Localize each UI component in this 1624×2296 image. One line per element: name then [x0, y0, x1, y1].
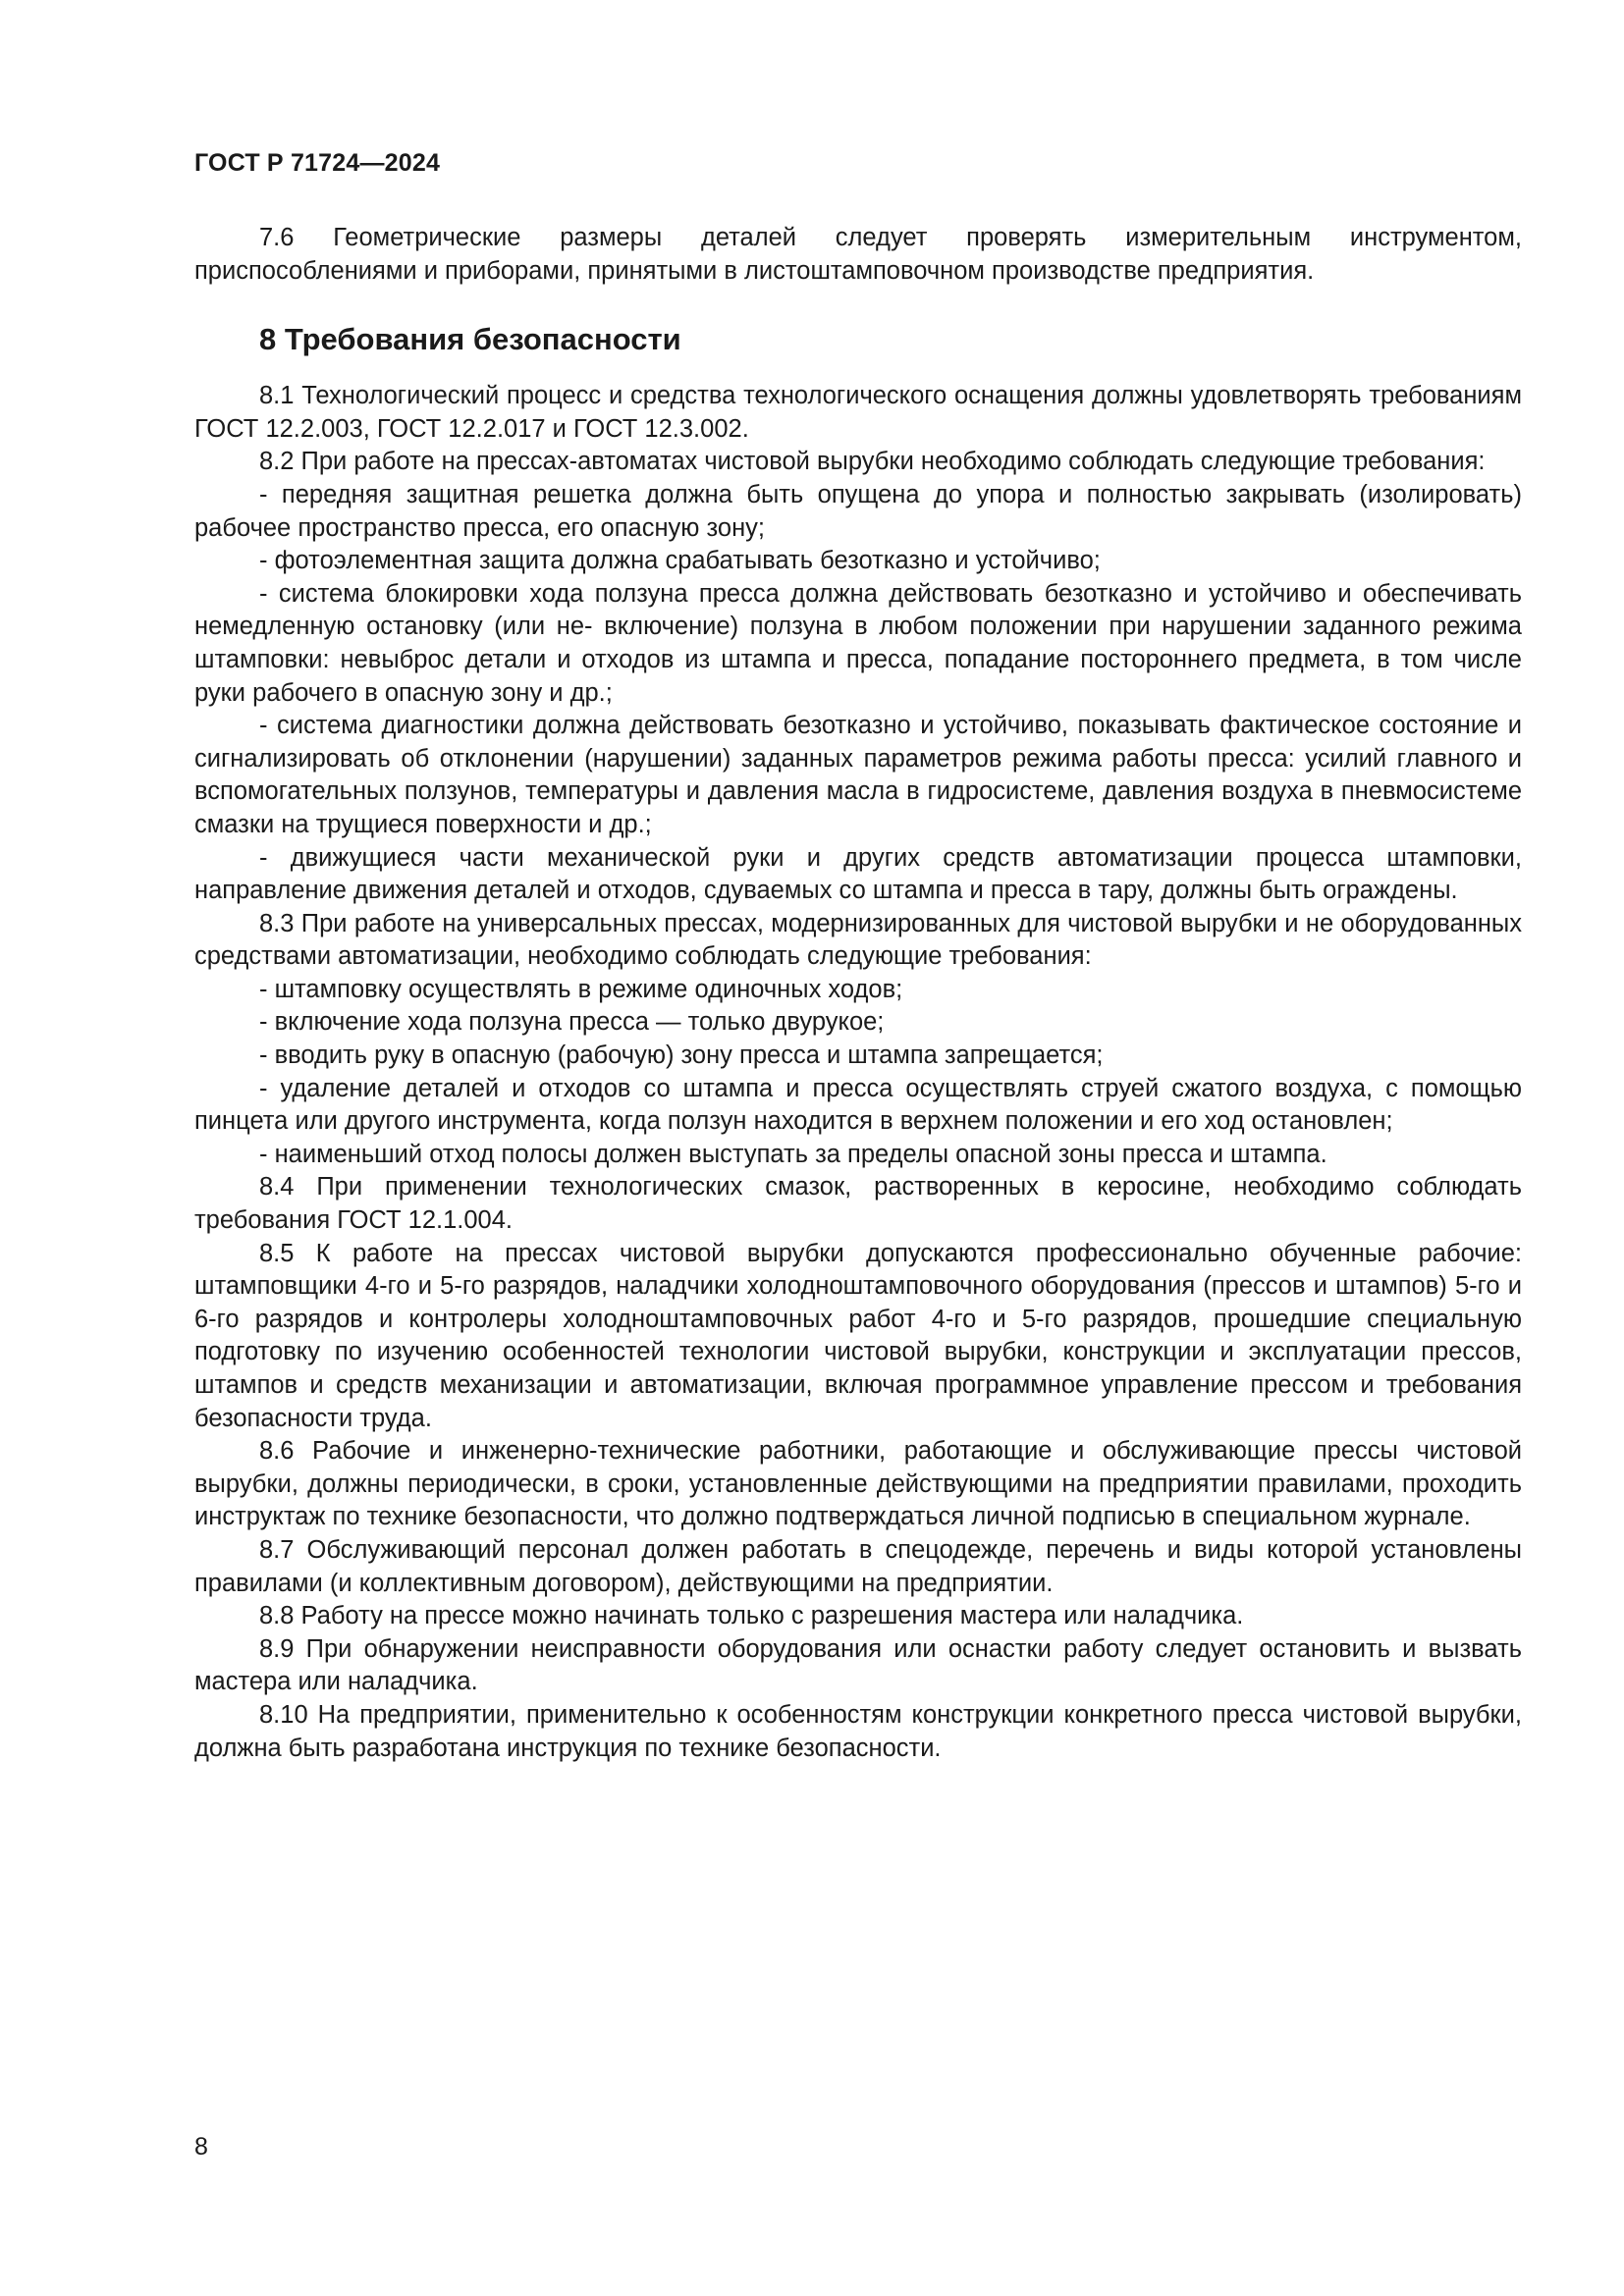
list-item: - система диагностики должна действовать безотказно и устойчиво, показывать фактическое состояние и сигнализировать об отклонении (нарушении) заданных параметров режима работы пресса: усилий главного и вспомогательных ползунов, температуры и давления масла в гидросистеме, давления воздуха в пневмосистеме смазки на трущиеся поверхности и др.;: [194, 712, 1522, 838]
paragraph-8-1: 8.1 Технологический процесс и средства технологического оснащения должны удовлетворять требованиям ГОСТ 12.2.003, ГОСТ 12.2.017 и ГОСТ 12.3.002.: [194, 382, 1522, 443]
paragraph-7-6: 7.6 Геометрические размеры деталей следует проверять измерительным инструментом, приспособлениями и приборами, принятыми в листоштамповочном производстве предприятия.: [194, 224, 1522, 285]
paragraph-8-2: 8.2 При работе на прессах-автоматах чистовой вырубки необходимо соблюдать следующие требования:: [259, 448, 1486, 476]
list-item: - вводить руку в опасную (рабочую) зону пресса и штампа запрещается;: [259, 1041, 1104, 1070]
document-body: [194, 222, 1522, 1765]
paragraph-8-4: 8.4 При применении технологических смазок, растворенных в керосине, необходимо соблюдать требования ГОСТ 12.1.004.: [194, 1173, 1522, 1235]
paragraph-8-9: 8.9 При обнаружении неисправности оборудования или оснастки работу следует остановить и вызвать мастера или наладчика.: [194, 1634, 1522, 1696]
page-number: 8: [194, 2133, 208, 2161]
list-item: - фотоэлементная защита должна срабатывать безотказно и устойчиво;: [259, 547, 1101, 575]
document-code-header: ГОСТ Р 71724—2024: [194, 149, 441, 177]
paragraph-8-6: 8.6 Рабочие и инженерно-технические работники, работающие и обслуживающие прессы чистовой вырубки, должны периодически, в сроки, установленные действующими на предприятии правилами, проходить инструктаж по технике безопасности, что должно подтверждаться личной подписью в специальном журнале.: [194, 1437, 1522, 1531]
paragraph-8-7: 8.7 Обслуживающий персонал должен работать в спецодежде, перечень и виды которой установлены правилами (и коллективным договором), действующими на предприятии.: [194, 1535, 1522, 1597]
paragraph-8-3: 8.3 При работе на универсальных прессах, модернизированных для чистовой вырубки и не оборудованных средствами автоматизации, необходимо соблюдать следующие требования:: [194, 909, 1522, 971]
list-item: - наименьший отход полосы должен выступать за пределы опасной зоны пресса и штампа.: [259, 1140, 1327, 1168]
list-item: - удаление деталей и отходов со штампа и пресса осуществлять струей сжатого воздуха, с помощью пинцета или другого инструмента, когда ползун находится в верхнем положении и его ход остановлен;: [194, 1074, 1522, 1136]
paragraph-8-8: 8.8 Работу на прессе можно начинать только с разрешения мастера или наладчика.: [259, 1602, 1244, 1630]
list-item: - включение хода ползуна пресса — только двурукое;: [259, 1008, 885, 1037]
paragraph-8-10: 8.10 На предприятии, применительно к особенностям конструкции конкретного пресса чистовой вырубки, должна быть разработана инструкция по технике безопасности.: [194, 1700, 1522, 1762]
list-item: - передняя защитная решетка должна быть опущена до упора и полностью закрывать (изолировать) рабочее пространство пресса, его опасную зону;: [194, 480, 1522, 542]
paragraph-8-5: 8.5 К работе на прессах чистовой вырубки допускаются профессионально обученные рабочие: штамповщики 4-го и 5-го разрядов, наладчики холодноштамповочного оборудования (прессов и штампов) 5-го и 6-го разрядов и контролеры холодноштамповочных работ 4-го и 5-го разрядов, прошедшие специальную подготовку по изучению особенностей технологии чистовой вырубки, конструкции и эксплуатации прессов, штампов и средств механизации и автоматизации, включая программное управление прессом и требования безопасности труда.: [194, 1239, 1522, 1432]
section-title: 8 Требования безопасности: [259, 322, 681, 357]
list-item: - штамповку осуществлять в режиме одиночных ходов;: [259, 975, 903, 1003]
list-item: - система блокировки хода ползуна пресса должна действовать безотказно и устойчиво и обеспечивать немедленную остановку (или не- включение) ползуна в любом положении при нарушении заданного режима штамповки: невыброс детали и отходов из штампа и пресса, попадание постороннего предмета, в том числе руки рабочего в опасную зону и др.;: [194, 579, 1522, 707]
list-item: - движущиеся части механической руки и других средств автоматизации процесса штамповки, направление движения деталей и отходов, сдуваемых со штампа и пресса в тару, должны быть ограждены.: [194, 843, 1522, 905]
